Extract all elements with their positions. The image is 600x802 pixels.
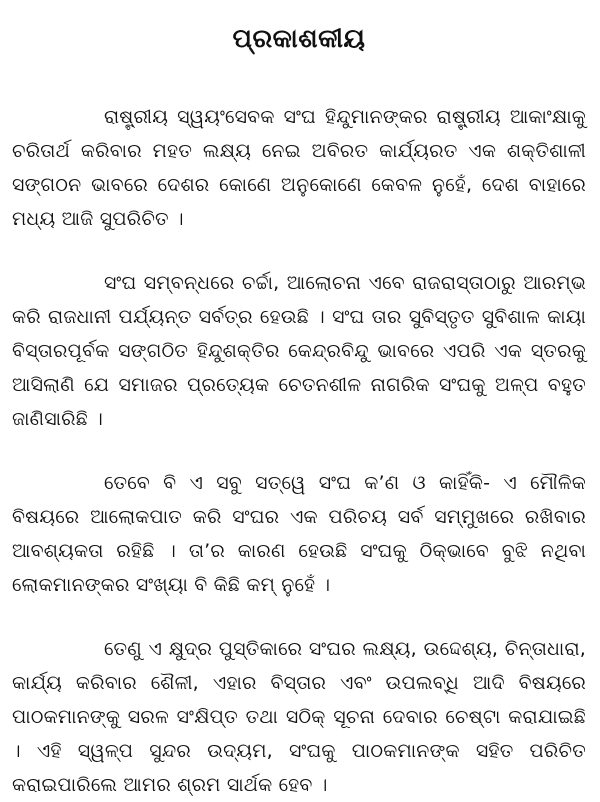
page-title: ପ୍ରକାଶକୀୟ <box>232 24 366 54</box>
paragraph-4: ତେଣୁ ଏ କ୍ଷୁଦ୍ର ପୁସ୍ତିକାରେ ସଂଘର ଲକ୍ଷ୍ୟ, ଉଦ୍ଦେଶ୍ୟ, ଚିନ୍ତାଧାରା, କାର୍ଯ୍ୟ କରିବାର ଶୈଳୀ, ଏହାର ବିସ୍ତାର ଏବଂ ଉପଲବ୍ଧି ଆଦି ବିଷୟରେ ପାଠକମାନଙ୍କୁ ସରଳ ସଂକ୍ଷିପ୍ତ ତଥା ସଠିକ୍ ସୂଚନା ଦେବାର ଚେଷ୍ଟା କରାଯାଇଛି । ଏହି ସ୍ୱଳ୍ପ ସୁନ୍ଦର ଉଦ୍ୟମ, ସଂଘକୁ ପାଠକମାନଙ୍କ ସହିତ ପରିଚିତ କରାଇପାରିଲେ ଆମର ଶ୍ରମ ସାର୍ଥକ ହେବ । <box>12 638 586 796</box>
paragraph-1: ରାଷ୍ଟ୍ରୀୟ ସ୍ୱୟଂସେବକ ସଂଘ ହିନ୍ଦୁମାନଙ୍କର ରାଷ୍ଟ୍ରୀୟ ଆକାଂକ୍ଷାକୁ ଚରିତାର୍ଥ କରିବାର ମହତ ଲକ୍ଷ୍ୟ ନେଇ ଅବିରତ କାର୍ଯ୍ୟରତ ଏକ ଶକ୍ତିଶାଳୀ ସଙ୍ଗଠନ ଭାବରେ ଦେଶର କୋଣେ ଅନୁକୋଣେ କେବଳ ନୁହେଁ, ଦେଶ ବାହାରେ ମଧ୍ୟ ଆଜି ସୁପରିଚିତ । <box>12 106 586 230</box>
paragraph-3: ତେବେ ବି ଏ ସବୁ ସତ୍ୱେ ସଂଘ କ’ଣ ଓ କାହିଁକି- ଏ ମୌଳିକ ବିଷୟରେ ଆଲୋକପାତ କରି ସଂଘର ଏକ ପରିଚୟ ସର୍ବ ସମ୍ମୁଖରେ ରଖିବାର ଆବଶ୍ୟକତା ରହିଛି । ତା’ର କାରଣ ହେଉଛି ସଂଘକୁ ଠିକ୍‌ଭାବେ ବୁଝି ନଥିବା ଲୋକମାନଙ୍କର ସଂଖ୍ୟା ବି କିଛି କମ୍ ନୁହେଁ । <box>12 472 586 596</box>
paragraph-2: ସଂଘ ସମ୍ବନ୍ଧରେ ଚର୍ଚ୍ଚା, ଆଲୋଚନା ଏବେ ରାଜରାସ୍ତାଠାରୁ ଆରମ୍ଭ କରି ରାଜଧାନୀ ପର୍ଯ୍ୟନ୍ତ ସର୍ବତ୍ର ହେଉଛି । ସଂଘ ତାର ସୁବିସ୍ତୃତ ସୁବିଶାଳ କାୟା ବିସ୍ତାରପୂର୍ବକ ସଙ୍ଗଠିତ ହିନ୍ଦୁଶକ୍ତିର କେନ୍ଦ୍ରବିନ୍ଦୁ ଭାବରେ ଏପରି ଏକ ସ୍ତରକୁ ଆସିଲାଣି ଯେ ସମାଜର ପ୍ରତ୍ୟେକ ଚେତନଶୀଳ ନାଗରିକ ସଂଘକୁ ଅଳ୍ପ ବହୁତ ଜାଣିସାରିଛି । <box>12 272 586 430</box>
